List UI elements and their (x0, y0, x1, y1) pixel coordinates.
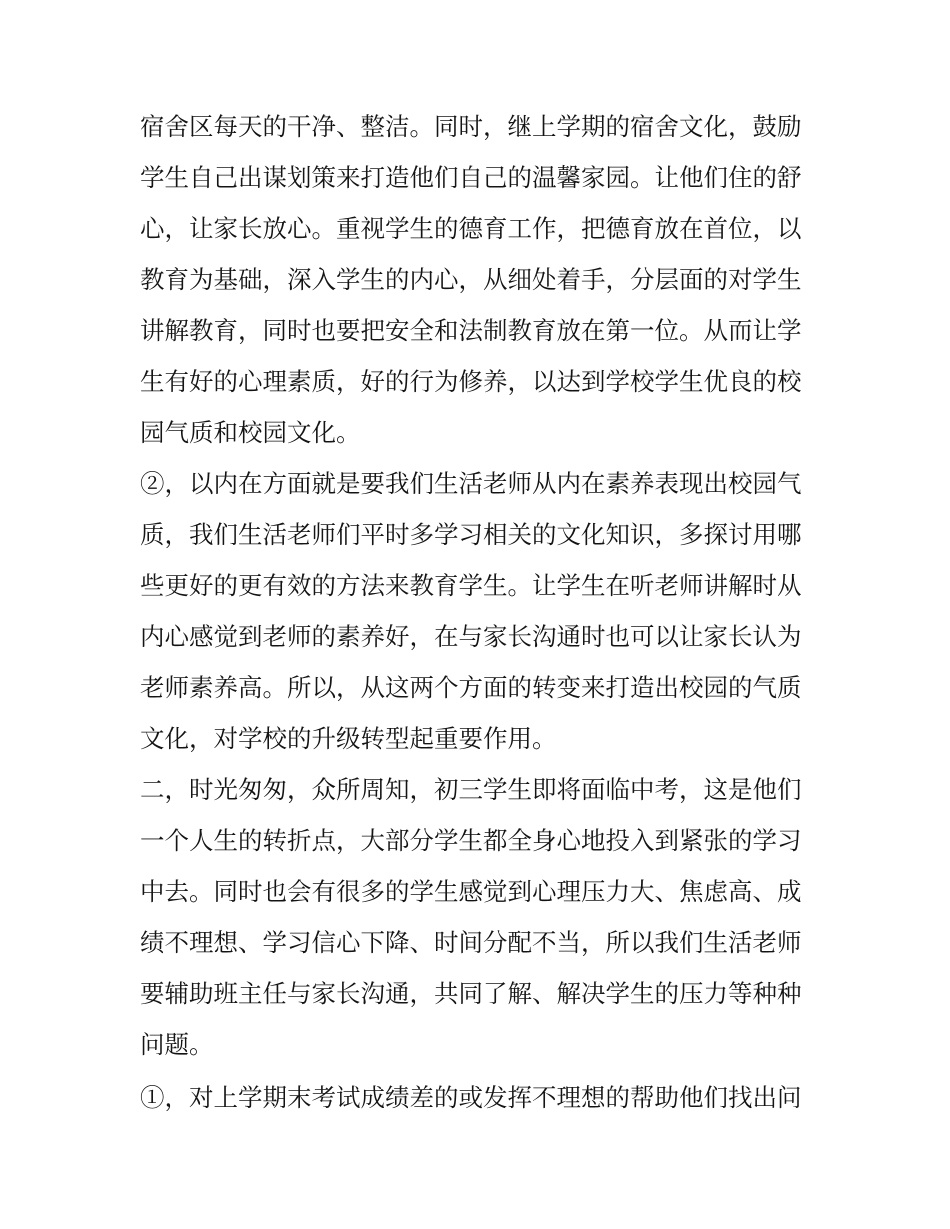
text-line: 心，让家长放心。重视学生的德育工作，把德育放在首位，以 (140, 214, 802, 243)
text-line: ①，对上学期末考试成绩差的或发挥不理想的帮助他们找出问 (140, 1083, 802, 1112)
text-line: ②，以内在方面就是要我们生活老师从内在素养表现出校园气 (140, 469, 802, 498)
text-line: 教育为基础，深入学生的内心，从细处着手，分层面的对学生 (140, 265, 802, 294)
text-line: 要辅助班主任与家长沟通，共同了解、解决学生的压力等种种 (140, 979, 802, 1008)
text-line: 生有好的心理素质，好的行为修养，以达到学校学生优良的校 (140, 367, 802, 396)
text-line: 绩不理想、学习信心下降、时间分配不当，所以我们生活老师 (140, 928, 802, 957)
text-line: 中去。同时也会有很多的学生感觉到心理压力大、焦虑高、成 (140, 877, 802, 906)
text-line: 老师素养高。所以，从这两个方面的转变来打造出校园的气质 (140, 673, 802, 702)
text-line: 学生自己出谋划策来打造他们自己的温馨家园。让他们住的舒 (140, 163, 802, 192)
text-line: 内心感觉到老师的素养好，在与家长沟通时也可以让家长认为 (140, 622, 802, 651)
text-line: 文化，对学校的升级转型起重要作用。 (140, 724, 557, 753)
text-line: 二，时光匆匆，众所周知，初三学生即将面临中考，这是他们 (140, 775, 802, 804)
text-line: 宿舍区每天的干净、整洁。同时，继上学期的宿舍文化，鼓励 (140, 112, 802, 141)
text-line: 一个人生的转折点，大部分学生都全身心地投入到紧张的学习 (140, 826, 802, 855)
text-line: 问题。 (140, 1030, 214, 1059)
text-line: 质，我们生活老师们平时多学习相关的文化知识，多探讨用哪 (140, 520, 802, 549)
text-line: 园气质和校园文化。 (140, 418, 361, 447)
text-line: 些更好的更有效的方法来教育学生。让学生在听老师讲解时从 (140, 571, 802, 600)
text-line: 讲解教育，同时也要把安全和法制教育放在第一位。从而让学 (140, 316, 802, 345)
